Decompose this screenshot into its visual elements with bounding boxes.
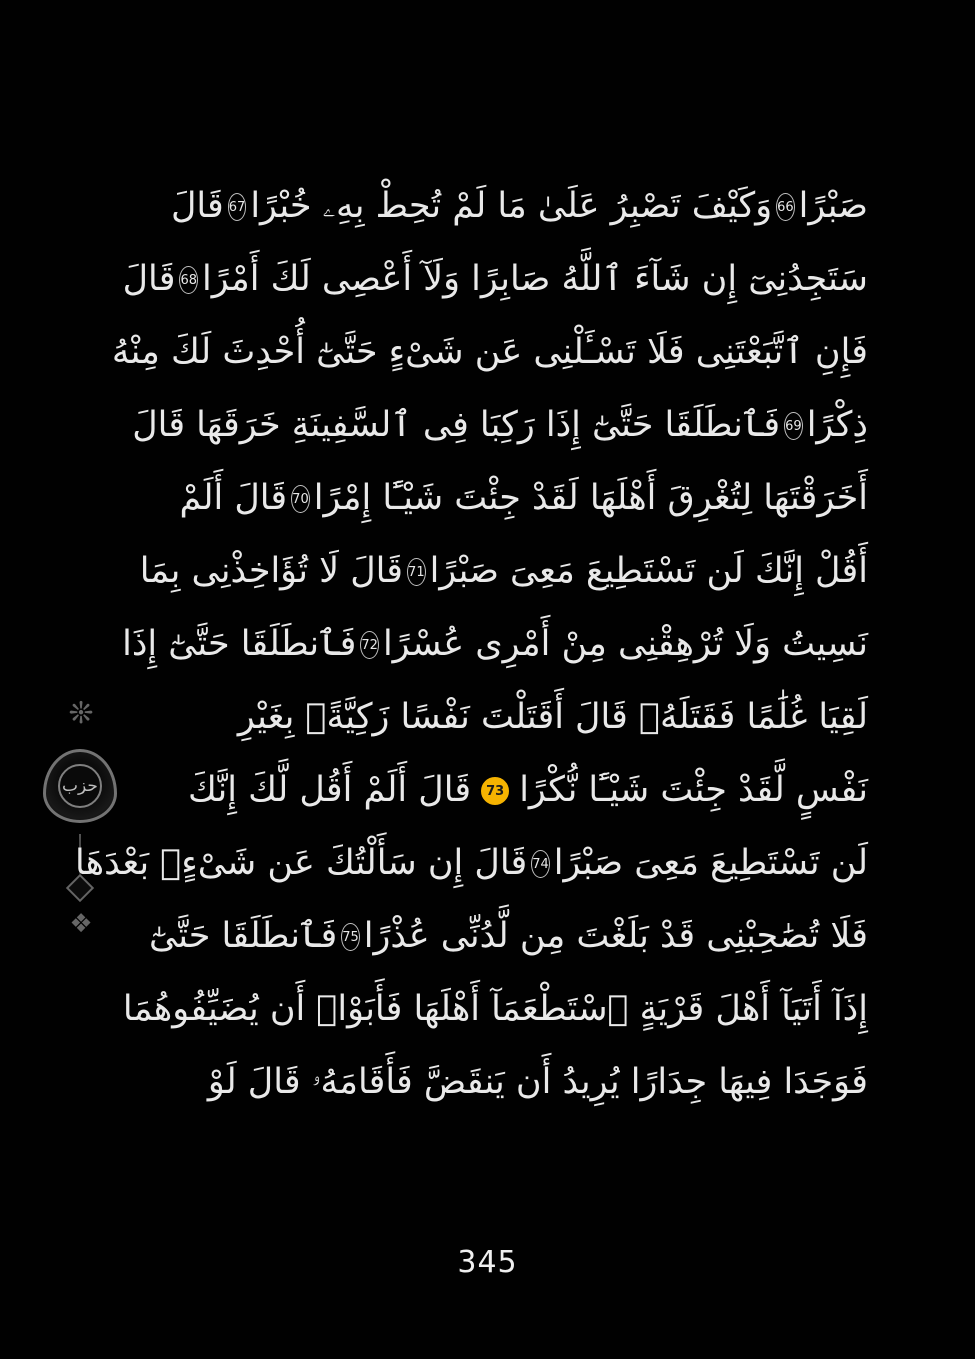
ayah-line (132, 389, 868, 462)
ayah-number-marker-highlighted: 73 (481, 777, 509, 805)
ayah-text: قَالَ لَا تُؤَاخِذْنِى بِمَا (139, 551, 404, 591)
ayah-text: سَتَجِدُنِىٓ إِن شَآءَ ٱللَّهُ صَابِرًا وَلَآ أَعْصِى لَكَ أَمْرًا (202, 259, 868, 299)
ayah-line (149, 900, 868, 973)
medallion-label: حزب (62, 775, 98, 796)
ayah-line (139, 535, 868, 608)
ayah-line (188, 681, 868, 754)
ayah-line (75, 827, 868, 900)
ayah-line (122, 973, 868, 1046)
ornament-bottom-flourish-icon: ❖ (69, 909, 91, 939)
ayah-number-marker: 70 (291, 485, 310, 513)
ayah-text: فَإِنِ ٱتَّبَعْتَنِى فَلَا تَسْـَٔلْنِى عَن شَىْءٍ حَتَّىٰٓ أُحْدِثَ لَكَ مِنْهُ (111, 332, 868, 372)
ayah-number-marker: 71 (407, 558, 426, 586)
ayah-number-marker: 68 (179, 266, 198, 294)
page-number: 345 (457, 1245, 518, 1280)
ayah-text: ذِكْرًا (806, 405, 868, 445)
ayah-text: فَوَجَدَا فِيهَا جِدَارًا يُرِيدُ أَن يَنقَضَّ فَأَقَامَهُۥ قَالَ لَوْ (207, 1062, 868, 1102)
ayah-text: لَن تَسْتَطِيعَ مَعِىَ صَبْرًا (553, 843, 868, 883)
ayah-text: فَٱنطَلَقَا حَتَّىٰٓ (149, 916, 338, 956)
ayah-number-marker: 72 (360, 631, 379, 659)
ayah-text: قَالَ (122, 259, 176, 299)
ayah-text: صَبْرًا (798, 186, 868, 226)
ayah-line (170, 170, 868, 243)
medallion-inner-circle (58, 764, 102, 808)
ayah-text: نَسِيتُ وَلَا تُرْهِقْنِى مِنْ أَمْرِى عُسْرًا (382, 624, 868, 664)
ayah-text: قَالَ أَلَمْ أَقُل لَّكَ إِنَّكَ (188, 770, 472, 810)
ayah-text: نَفْسٍ لَّقَدْ جِئْتَ شَيْـًٔا نُّكْرًا (519, 770, 868, 810)
ayah-line (188, 754, 868, 827)
ayah-number-marker: 67 (228, 193, 247, 221)
ayah-text: قَالَ إِن سَأَلْتُكَ عَن شَىْءٍۭ بَعْدَهَا (75, 843, 528, 883)
ayah-text: فَلَا تُصَٰحِبْنِى قَدْ بَلَغْتَ مِن لَّدُنِّى عُذْرًا (363, 916, 868, 956)
ayah-number-marker: 74 (531, 850, 550, 878)
hizb-medallion-icon (40, 738, 120, 834)
ayah-text: قَالَ أَلَمْ (179, 478, 288, 518)
ayah-line (188, 1046, 868, 1119)
ayah-number-marker: 69 (784, 412, 803, 440)
ayah-text: لَقِيَا غُلَٰمًا فَقَتَلَهُۥ قَالَ أَقَتَلْتَ نَفْسًا زَكِيَّةًۢ بِغَيْرِ (237, 697, 868, 737)
ayah-text: وَكَيْفَ تَصْبِرُ عَلَىٰ مَا لَمْ تُحِطْ بِهِۦ خُبْرًا (250, 186, 773, 226)
ayah-text: فَٱنطَلَقَا حَتَّىٰٓ إِذَا رَكِبَا فِى ٱلسَّفِينَةِ خَرَقَهَا قَالَ (132, 405, 781, 445)
ayah-line (122, 608, 868, 681)
ayah-number-marker: 75 (341, 923, 360, 951)
ayah-number-marker: 66 (776, 193, 795, 221)
ayah-text: قَالَ (170, 186, 224, 226)
ornament-top-flourish-icon: ❊ (68, 696, 92, 731)
ayah-line (111, 316, 868, 389)
ayah-text: فَٱنطَلَقَا حَتَّىٰٓ إِذَا (122, 624, 357, 664)
ayah-text: أَخَرَقْتَهَا لِتُغْرِقَ أَهْلَهَا لَقَدْ جِئْتَ شَيْـًٔا إِمْرًا (313, 478, 868, 518)
ayah-text: أَقُلْ إِنَّكَ لَن تَسْتَطِيعَ مَعِىَ صَبْرًا (429, 551, 868, 591)
ayah-line (122, 243, 868, 316)
ayah-text: إِذَآ أَتَيَآ أَهْلَ قَرْيَةٍ ٱسْتَطْعَمَآ أَهْلَهَا فَأَبَوْا۟ أَن يُضَيِّفُوهُمَا (122, 989, 868, 1029)
ayah-line (179, 462, 868, 535)
